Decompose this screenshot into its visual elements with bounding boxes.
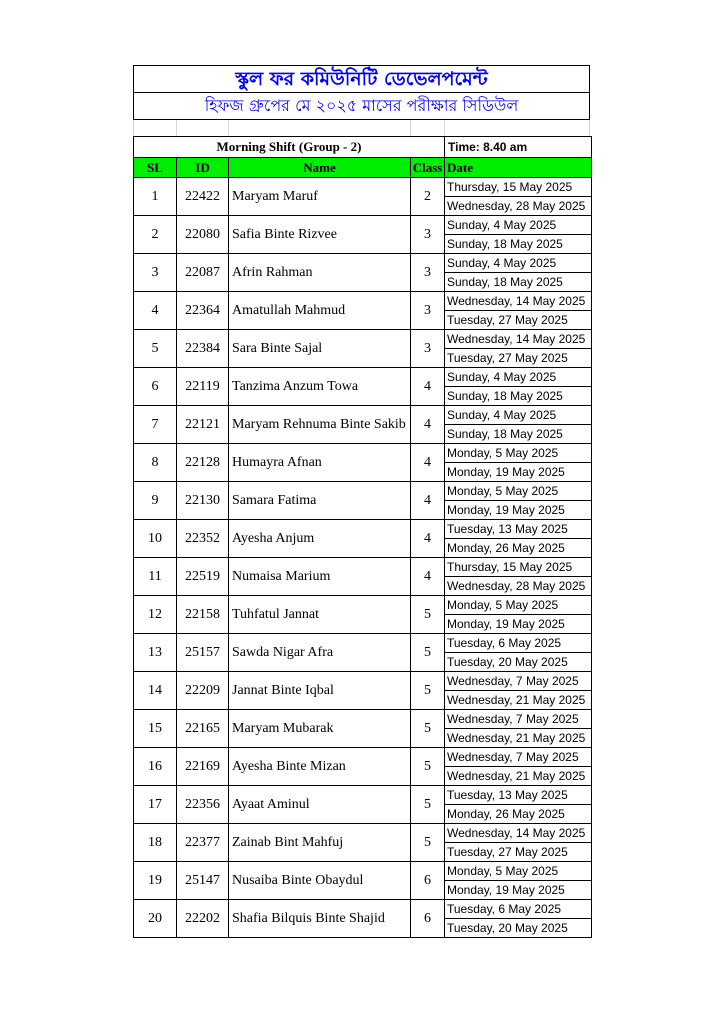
exam-date-1: Wednesday, 14 May 2025 (445, 824, 592, 843)
exam-date-2: Tuesday, 27 May 2025 (445, 349, 592, 368)
class-cell: 5 (411, 672, 445, 710)
exam-date-1: Monday, 5 May 2025 (445, 482, 592, 501)
name-cell: Tuhfatul Jannat (229, 596, 411, 634)
id-cell: 22128 (177, 444, 229, 482)
name-cell: Shafia Bilquis Binte Shajid (229, 900, 411, 938)
exam-date-1: Sunday, 4 May 2025 (445, 254, 592, 273)
table-row (134, 672, 592, 691)
table-row (134, 748, 592, 767)
table-row (134, 254, 592, 273)
name-cell: Amatullah Mahmud (229, 292, 411, 330)
sl-cell: 8 (134, 444, 177, 482)
table-row (134, 444, 592, 463)
exam-date-2: Monday, 26 May 2025 (445, 539, 592, 558)
exam-date-1: Thursday, 15 May 2025 (445, 558, 592, 577)
exam-date-2: Monday, 19 May 2025 (445, 881, 592, 900)
exam-date-1: Tuesday, 13 May 2025 (445, 786, 592, 805)
school-title: স্কুল ফর কমিউনিটি ডেভেলপমেন্ট (134, 66, 589, 93)
exam-date-2: Tuesday, 27 May 2025 (445, 843, 592, 862)
table-row (134, 406, 592, 425)
schedule-subtitle: হিফজ গ্রুপের মে ২০২৫ মাসের পরীক্ষার সিডিউল (134, 93, 589, 120)
exam-date-2: Sunday, 18 May 2025 (445, 273, 592, 292)
exam-date-2: Wednesday, 28 May 2025 (445, 197, 592, 216)
name-cell: Maryam Maruf (229, 178, 411, 216)
class-cell: 4 (411, 558, 445, 596)
table-row (134, 710, 592, 729)
class-cell: 3 (411, 254, 445, 292)
sl-cell: 3 (134, 254, 177, 292)
sl-cell: 9 (134, 482, 177, 520)
class-cell: 3 (411, 330, 445, 368)
sl-cell: 17 (134, 786, 177, 824)
table-row (134, 786, 592, 805)
table-row (134, 330, 592, 349)
class-cell: 4 (411, 368, 445, 406)
class-cell: 5 (411, 596, 445, 634)
name-cell: Ayaat Aminul (229, 786, 411, 824)
exam-date-1: Monday, 5 May 2025 (445, 862, 592, 881)
exam-date-1: Tuesday, 6 May 2025 (445, 634, 592, 653)
name-cell: Afrin Rahman (229, 254, 411, 292)
exam-date-1: Wednesday, 14 May 2025 (445, 292, 592, 311)
exam-date-2: Tuesday, 27 May 2025 (445, 311, 592, 330)
table-row (134, 178, 592, 197)
sl-cell: 15 (134, 710, 177, 748)
col-header-id: ID (177, 158, 229, 178)
exam-date-2: Monday, 19 May 2025 (445, 501, 592, 520)
id-cell: 22169 (177, 748, 229, 786)
table-row (134, 216, 592, 235)
shift-label: Morning Shift (Group - 2) (134, 137, 445, 158)
exam-date-1: Wednesday, 7 May 2025 (445, 748, 592, 767)
id-cell: 22356 (177, 786, 229, 824)
sl-cell: 1 (134, 178, 177, 216)
exam-date-2: Tuesday, 20 May 2025 (445, 653, 592, 672)
sl-cell: 19 (134, 862, 177, 900)
table-row (134, 368, 592, 387)
id-cell: 22384 (177, 330, 229, 368)
exam-date-1: Wednesday, 14 May 2025 (445, 330, 592, 349)
id-cell: 22087 (177, 254, 229, 292)
exam-date-1: Monday, 5 May 2025 (445, 596, 592, 615)
exam-date-1: Sunday, 4 May 2025 (445, 216, 592, 235)
sl-cell: 11 (134, 558, 177, 596)
exam-date-2: Sunday, 18 May 2025 (445, 387, 592, 406)
col-header-sl: SL (134, 158, 177, 178)
id-cell: 22080 (177, 216, 229, 254)
class-cell: 5 (411, 786, 445, 824)
class-cell: 6 (411, 900, 445, 938)
name-cell: Nusaiba Binte Obaydul (229, 862, 411, 900)
table-row (134, 292, 592, 311)
exam-date-2: Tuesday, 20 May 2025 (445, 919, 592, 938)
id-cell: 25147 (177, 862, 229, 900)
col-header-class: Class (411, 158, 445, 178)
exam-date-2: Wednesday, 21 May 2025 (445, 691, 592, 710)
col-header-name: Name (229, 158, 411, 178)
sl-cell: 5 (134, 330, 177, 368)
class-cell: 4 (411, 482, 445, 520)
exam-date-2: Wednesday, 28 May 2025 (445, 577, 592, 596)
exam-date-1: Sunday, 4 May 2025 (445, 368, 592, 387)
id-cell: 22202 (177, 900, 229, 938)
class-cell: 4 (411, 444, 445, 482)
exam-date-2: Sunday, 18 May 2025 (445, 425, 592, 444)
class-cell: 2 (411, 178, 445, 216)
exam-date-1: Sunday, 4 May 2025 (445, 406, 592, 425)
name-cell: Samara Fatima (229, 482, 411, 520)
id-cell: 22422 (177, 178, 229, 216)
id-cell: 25157 (177, 634, 229, 672)
exam-date-1: Tuesday, 13 May 2025 (445, 520, 592, 539)
name-cell: Humayra Afnan (229, 444, 411, 482)
schedule-sheet (133, 65, 590, 938)
spacer-row (133, 120, 590, 136)
id-cell: 22519 (177, 558, 229, 596)
exam-date-2: Monday, 19 May 2025 (445, 615, 592, 634)
sl-cell: 7 (134, 406, 177, 444)
class-cell: 3 (411, 292, 445, 330)
sl-cell: 12 (134, 596, 177, 634)
id-cell: 22165 (177, 710, 229, 748)
sl-cell: 4 (134, 292, 177, 330)
name-cell: Numaisa Marium (229, 558, 411, 596)
table-row (134, 900, 592, 919)
exam-date-2: Wednesday, 21 May 2025 (445, 729, 592, 748)
class-cell: 4 (411, 520, 445, 558)
class-cell: 4 (411, 406, 445, 444)
schedule-table (133, 136, 592, 938)
sl-cell: 6 (134, 368, 177, 406)
class-cell: 5 (411, 748, 445, 786)
exam-date-1: Thursday, 15 May 2025 (445, 178, 592, 197)
name-cell: Tanzima Anzum Towa (229, 368, 411, 406)
shift-row (134, 137, 592, 158)
name-cell: Maryam Rehnuma Binte Sakib (229, 406, 411, 444)
exam-date-1: Wednesday, 7 May 2025 (445, 672, 592, 691)
name-cell: Safia Binte Rizvee (229, 216, 411, 254)
shift-time: Time: 8.40 am (445, 137, 592, 158)
name-cell: Ayesha Anjum (229, 520, 411, 558)
sl-cell: 20 (134, 900, 177, 938)
exam-date-2: Monday, 26 May 2025 (445, 805, 592, 824)
sl-cell: 14 (134, 672, 177, 710)
id-cell: 22377 (177, 824, 229, 862)
table-row (134, 482, 592, 501)
sl-cell: 16 (134, 748, 177, 786)
table-row (134, 558, 592, 577)
sl-cell: 10 (134, 520, 177, 558)
name-cell: Sara Binte Sajal (229, 330, 411, 368)
id-cell: 22352 (177, 520, 229, 558)
exam-date-1: Wednesday, 7 May 2025 (445, 710, 592, 729)
class-cell: 5 (411, 824, 445, 862)
name-cell: Maryam Mubarak (229, 710, 411, 748)
table-row (134, 634, 592, 653)
exam-date-2: Sunday, 18 May 2025 (445, 235, 592, 254)
id-cell: 22209 (177, 672, 229, 710)
sl-cell: 18 (134, 824, 177, 862)
col-header-date: Date (445, 158, 592, 178)
id-cell: 22364 (177, 292, 229, 330)
exam-date-1: Tuesday, 6 May 2025 (445, 900, 592, 919)
sl-cell: 2 (134, 216, 177, 254)
class-cell: 5 (411, 634, 445, 672)
exam-date-2: Monday, 19 May 2025 (445, 463, 592, 482)
table-row (134, 520, 592, 539)
name-cell: Ayesha Binte Mizan (229, 748, 411, 786)
table-row (134, 596, 592, 615)
exam-date-1: Monday, 5 May 2025 (445, 444, 592, 463)
id-cell: 22158 (177, 596, 229, 634)
table-row (134, 824, 592, 843)
id-cell: 22130 (177, 482, 229, 520)
class-cell: 5 (411, 710, 445, 748)
name-cell: Sawda Nigar Afra (229, 634, 411, 672)
title-box (133, 65, 590, 120)
id-cell: 22119 (177, 368, 229, 406)
exam-date-2: Wednesday, 21 May 2025 (445, 767, 592, 786)
class-cell: 3 (411, 216, 445, 254)
class-cell: 6 (411, 862, 445, 900)
name-cell: Zainab Bint Mahfuj (229, 824, 411, 862)
name-cell: Jannat Binte Iqbal (229, 672, 411, 710)
table-header-row (134, 158, 592, 178)
table-row (134, 862, 592, 881)
sl-cell: 13 (134, 634, 177, 672)
id-cell: 22121 (177, 406, 229, 444)
